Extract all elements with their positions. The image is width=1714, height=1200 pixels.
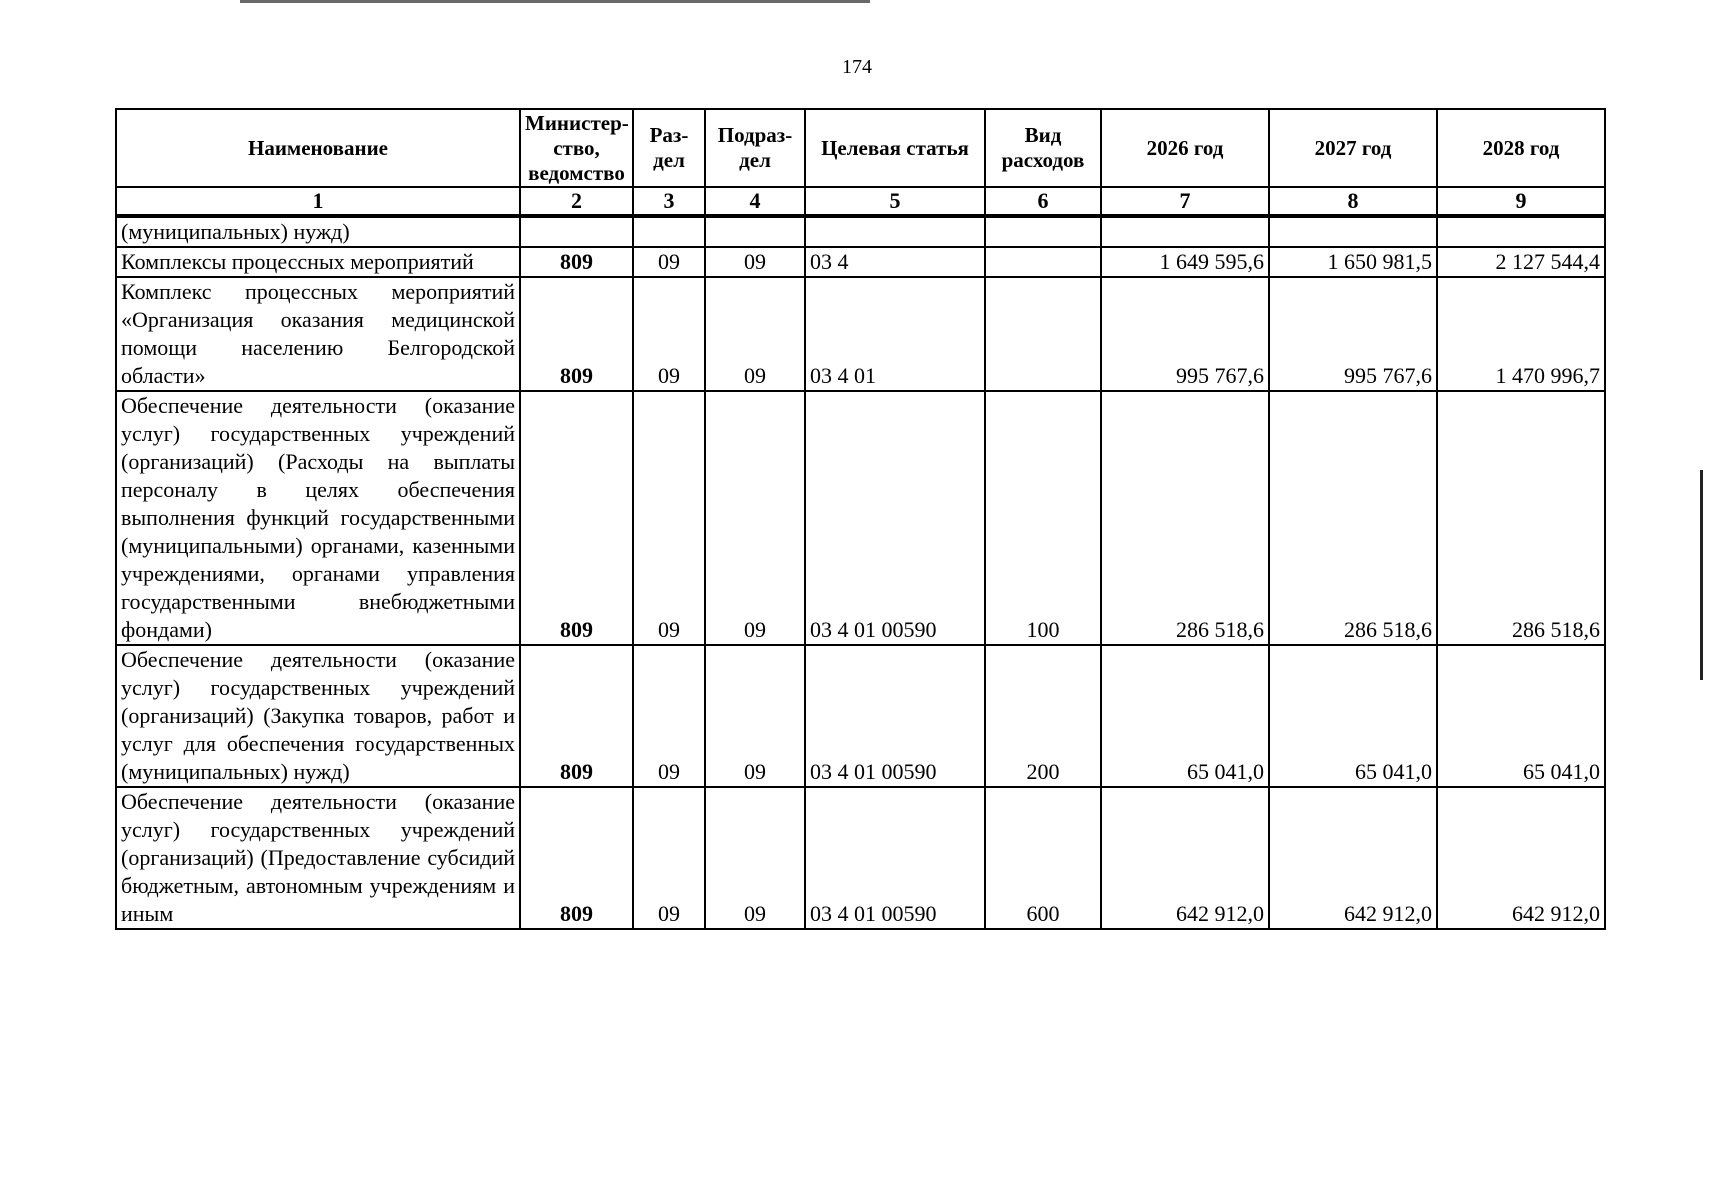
- row-name-text: Обеспечение деятельности (оказание услуг) государственных учреждений (организаций) (Предоставление субсидий бюджетным, автономным учреждениям и иным: [121, 789, 515, 926]
- row-name-text: Обеспечение деятельности (оказание услуг) государственных учреждений (организаций) (Закупка товаров, работ и услуг для обеспечения государственных (муниципальных) нужд): [121, 647, 515, 784]
- row-expense-type: [985, 216, 1101, 247]
- row-name: [116, 216, 520, 247]
- row-name-text: (муниципальных) нужд): [121, 219, 350, 244]
- row-2027: 286 518,6: [1269, 391, 1437, 645]
- column-number: 7: [1101, 187, 1269, 216]
- column-number-row: [116, 187, 1605, 216]
- header-2028: 2028 год: [1437, 109, 1605, 187]
- row-subsection: [705, 216, 805, 247]
- row-ministry: 809: [520, 645, 633, 787]
- row-section: [633, 216, 705, 247]
- row-expense-type: 100: [985, 391, 1101, 645]
- header-name: Наименование: [116, 109, 520, 187]
- row-target: [805, 216, 985, 247]
- row-expense-type: [985, 277, 1101, 391]
- row-2028: [1437, 216, 1605, 247]
- page-number: 174: [842, 56, 872, 78]
- row-2026: 1 649 595,6: [1101, 247, 1269, 277]
- row-2026: 995 767,6: [1101, 277, 1269, 391]
- row-target: 03 4: [805, 247, 985, 277]
- row-section: 09: [633, 645, 705, 787]
- row-name-text: Комплексы процессных мероприятий: [121, 249, 474, 274]
- row-expense-type: [985, 247, 1101, 277]
- header-row: [116, 109, 1605, 187]
- table-row: [116, 216, 1605, 247]
- column-number: 4: [705, 187, 805, 216]
- column-number: 2: [520, 187, 633, 216]
- row-2027: 1 650 981,5: [1269, 247, 1437, 277]
- table-row: [116, 787, 1605, 929]
- table-row: [116, 645, 1605, 787]
- header-subsection: Подраз-дел: [705, 109, 805, 187]
- row-ministry: 809: [520, 787, 633, 929]
- row-target: 03 4 01: [805, 277, 985, 391]
- row-expense-type: 200: [985, 645, 1101, 787]
- row-section: 09: [633, 277, 705, 391]
- column-number: 1: [116, 187, 520, 216]
- row-2027: 995 767,6: [1269, 277, 1437, 391]
- row-2026: 65 041,0: [1101, 645, 1269, 787]
- row-subsection: 09: [705, 277, 805, 391]
- header-expense-type: Вид расходов: [985, 109, 1101, 187]
- row-target: 03 4 01 00590: [805, 645, 985, 787]
- row-section: 09: [633, 391, 705, 645]
- row-2028: 642 912,0: [1437, 787, 1605, 929]
- header-ministry: Министер-ство, ведомство: [520, 109, 633, 187]
- column-number: 3: [633, 187, 705, 216]
- row-subsection: 09: [705, 391, 805, 645]
- row-2027: 642 912,0: [1269, 787, 1437, 929]
- top-rule: [240, 0, 870, 3]
- row-subsection: 09: [705, 645, 805, 787]
- column-number: 8: [1269, 187, 1437, 216]
- header-2026: 2026 год: [1101, 109, 1269, 187]
- table-row: [116, 277, 1605, 391]
- row-2026: 286 518,6: [1101, 391, 1269, 645]
- header-target: Целевая статья: [805, 109, 985, 187]
- header-2027: 2027 год: [1269, 109, 1437, 187]
- column-number: 5: [805, 187, 985, 216]
- scan-edge-mark: [1700, 470, 1703, 680]
- table-row: [116, 391, 1605, 645]
- row-2027: 65 041,0: [1269, 645, 1437, 787]
- row-expense-type: 600: [985, 787, 1101, 929]
- row-2028: 2 127 544,4: [1437, 247, 1605, 277]
- row-target: 03 4 01 00590: [805, 787, 985, 929]
- budget-table: [115, 108, 1606, 930]
- row-section: 09: [633, 787, 705, 929]
- column-number: 6: [985, 187, 1101, 216]
- row-subsection: 09: [705, 787, 805, 929]
- row-name-text: Обеспечение деятельности (оказание услуг) государственных учреждений (организаций) (Расходы на выплаты персоналу в целях обеспечения выполнения функций государственными (муниципальными) органами, казенными учреждениями, органами управления государственными внебюджетными фондами): [121, 393, 515, 642]
- row-2026: [1101, 216, 1269, 247]
- row-2028: 1 470 996,7: [1437, 277, 1605, 391]
- row-ministry: 809: [520, 391, 633, 645]
- row-name: [116, 391, 520, 645]
- row-2028: 286 518,6: [1437, 391, 1605, 645]
- row-2028: 65 041,0: [1437, 645, 1605, 787]
- row-name: [116, 645, 520, 787]
- row-name: [116, 787, 520, 929]
- row-ministry: [520, 216, 633, 247]
- row-section: 09: [633, 247, 705, 277]
- row-name: [116, 277, 520, 391]
- table-row: [116, 247, 1605, 277]
- row-name: [116, 247, 520, 277]
- row-subsection: 09: [705, 247, 805, 277]
- row-target: 03 4 01 00590: [805, 391, 985, 645]
- row-2027: [1269, 216, 1437, 247]
- header-section: Раз-дел: [633, 109, 705, 187]
- row-ministry: 809: [520, 277, 633, 391]
- column-number: 9: [1437, 187, 1605, 216]
- row-name-text: Комплекс процессных мероприятий «Организация оказания медицинской помощи населению Белгородской области»: [121, 279, 515, 388]
- row-ministry: 809: [520, 247, 633, 277]
- row-2026: 642 912,0: [1101, 787, 1269, 929]
